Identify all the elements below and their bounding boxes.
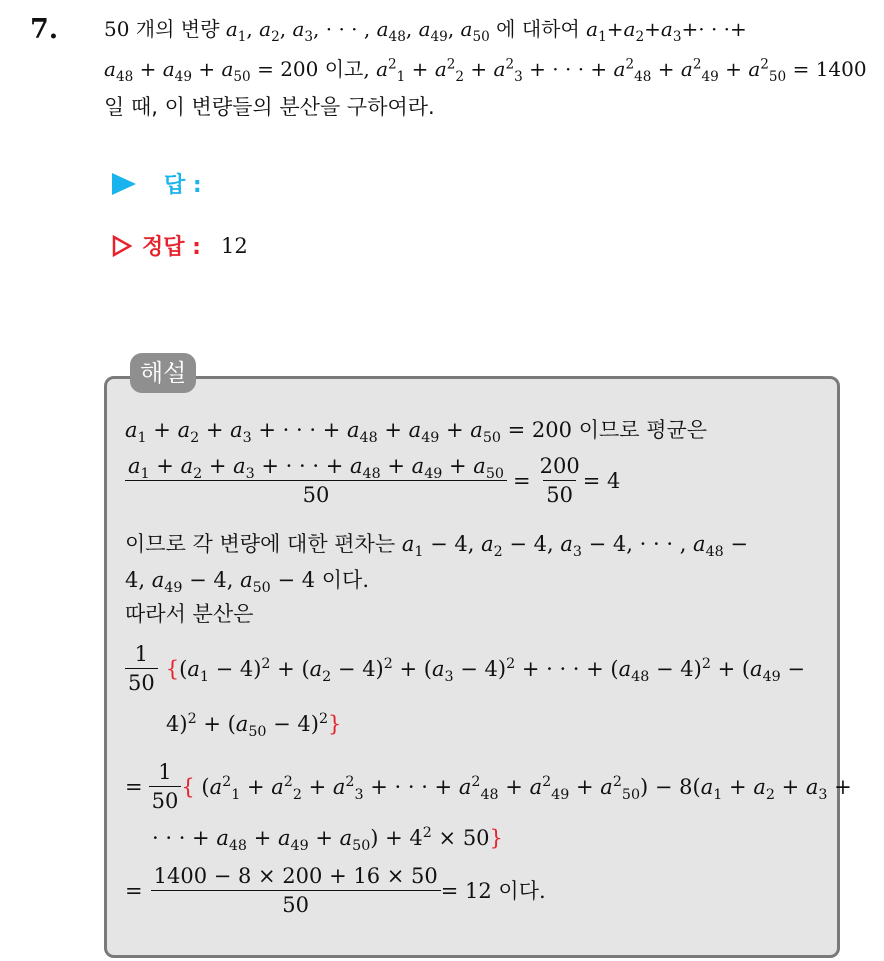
question-line-1: 50 개의 변량 $a_1$, $a_2$, $a_3$, · · · , $a_{48}$, $a_{49}$, $a_{50}$ 에 대하여 $a_1+a_2+a_3+\cdot$ · ·+ [104, 17, 747, 45]
answer-row [112, 168, 202, 199]
solution-line-1: $a_1 + a_2 + a_3$ + · · · + $a_{48} + a_{49} + a_{50} = 200$ 이므로 평균은 [125, 418, 708, 447]
answer-label: 답 : [164, 173, 202, 198]
solution-line-5: 따라서 분산은 [125, 602, 254, 626]
question-line-2: $a_{48} + a_{49} + a_{50} = 200$ 이고, $a^2_1 + a^2_2 + a^2_3$ + · · · + $a^2_{48} + a^2_{49} + a^2_{50} = 1400$ [104, 56, 867, 85]
play-arrow-icon [112, 173, 136, 195]
outline-arrow-icon [112, 235, 132, 257]
solution-tag: 해설 [130, 353, 196, 393]
variance-line-2: $4)^2 + (a_{50} - 4)^2$} [166, 711, 342, 741]
variance-line-1: $\frac{1}{50}$ {$(a_1 - 4)^2 + (a_2 - 4)^2 + (a_3 - 4)^2$ + · · · + $(a_{48} - 4)^2 + (a_{49}$ − [125, 640, 805, 697]
question-number: 7. [30, 14, 59, 45]
variance-result: = $\frac{1400 - 8 \times 200 + 16 \times 50}{50}$ = 12 이다. [125, 864, 546, 917]
solution-line-4: 4, $a_{49} - 4$, $a_{50} - 4$ 이다. [125, 568, 370, 597]
question-line-3: 일 때, 이 변량들의 분산을 구하여라. [104, 95, 435, 119]
variance-line-3: = $\frac{1}{50}$ { ($a^2_1 + a^2_2 + a^2_3$ + · · · + $a^2_{48} + a^2_{49} + a^2_{50}) - 8(a_1 + a_2 + a_3$ + [125, 760, 852, 813]
correct-answer-value: 12 [220, 233, 248, 258]
solution-line-3: 이므로 각 변량에 대한 편차는 $a_1 - 4$, $a_2 - 4$, $a_3 - 4$, · · · , $a_{48}$ − [125, 532, 749, 561]
variance-line-4: · · · + $a_{48} + a_{49} + a_{50}) + 4^2 \times 50$} [152, 825, 503, 855]
solution-mean-fraction: $\frac{a_1 + a_2 + a_3 + \cdot \cdot \cdot + a_{48} + a_{49} + a_{50}}{50}$ = $\frac{200}{50}$ = 4 [125, 452, 620, 509]
correct-answer-label: 정답 : [142, 235, 201, 260]
correct-answer-row [112, 230, 248, 261]
